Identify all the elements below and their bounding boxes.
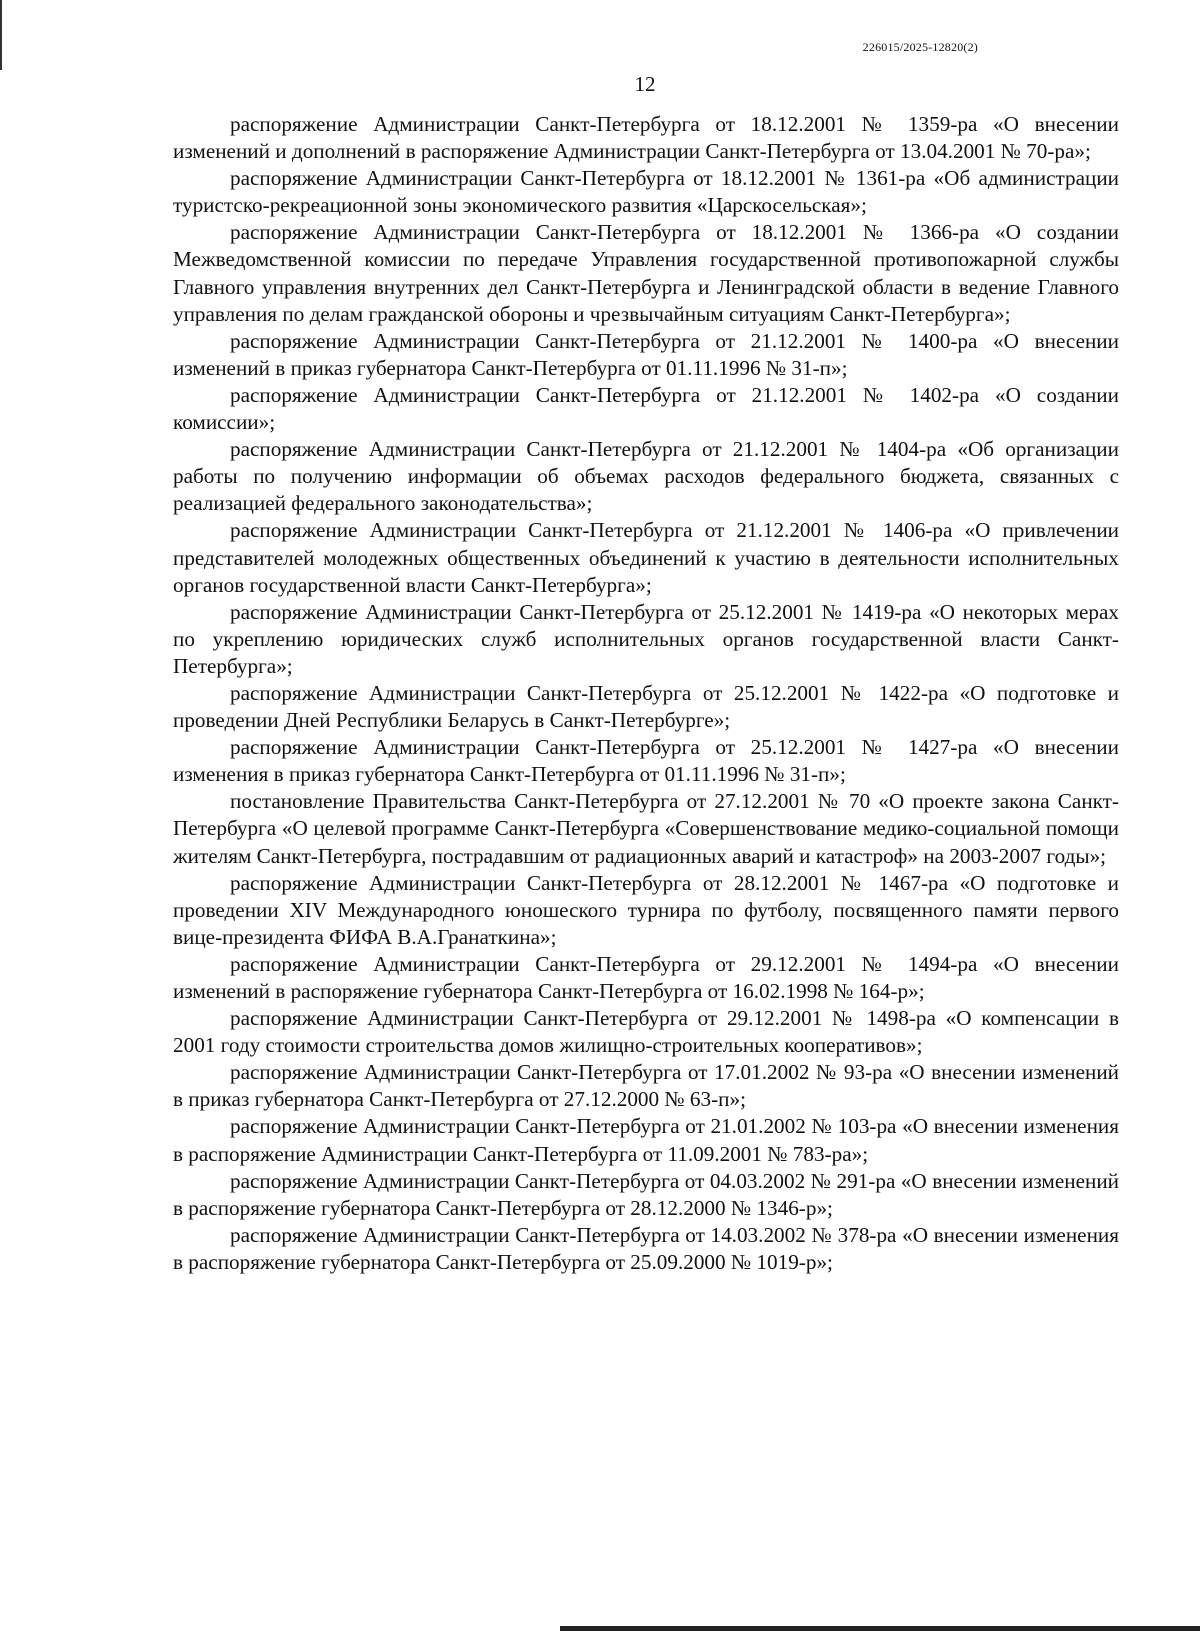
document-id: 226015/2025-12820(2) [862, 40, 978, 54]
list-item: распоряжение Администрации Санкт-Петербурга от 21.12.2001 № 1400-ра «О внесении изменений в приказ губернатора Санкт-Петербурга от 01.11.1996 № 31-п»; [173, 328, 1119, 380]
document-body [173, 111, 1119, 1276]
list-item: распоряжение Администрации Санкт-Петербурга от 18.12.2001 № 1366-ра «О создании Межведомственной комиссии по передаче Управления государственной противопожарной службы Главного управления внутренних дел Санкт-Петербурга и Ленинградской области в ведение Главного управления по делам гражданской обороны и чрезвычайным ситуациям Санкт-Петербурга»; [173, 220, 1119, 326]
list-item: распоряжение Администрации Санкт-Петербурга от 18.12.2001 № 1361-ра «Об администрации туристско-рекреационной зоны экономического развития «Царскосельская»; [173, 166, 1119, 218]
list-item: распоряжение Администрации Санкт-Петербурга от 14.03.2002 № 378-ра «О внесении изменения в распоряжение губернатора Санкт-Петербурга от 25.09.2000 № 1019-р»; [173, 1222, 1119, 1274]
page-number: 12 [634, 72, 656, 96]
scan-edge-mark [0, 0, 2, 70]
list-item: распоряжение Администрации Санкт-Петербурга от 29.12.2001 № 1498-ра «О компенсации в 2001 году стоимости строительства домов жилищно-строительных кооперативов»; [173, 1006, 1119, 1058]
list-item: распоряжение Администрации Санкт-Петербурга от 21.12.2001 № 1402-ра «О создании комиссии»; [173, 382, 1119, 435]
list-item: распоряжение Администрации Санкт-Петербурга от 21.01.2002 № 103-ра «О внесении изменения в распоряжение Администрации Санкт-Петербурга от 11.09.2001 № 783-ра»; [173, 1114, 1119, 1166]
list-item: распоряжение Администрации Санкт-Петербурга от 21.12.2001 № 1404-ра «Об организации работы по получению информации об объемах расходов федерального бюджета, связанных с реализацией федерального законодательства»; [173, 437, 1119, 516]
list-item: распоряжение Администрации Санкт-Петербурга от 25.12.2001 № 1422-ра «О подготовке и проведении Дней Республики Беларусь в Санкт-Петербурге»; [173, 680, 1119, 733]
list-item: распоряжение Администрации Санкт-Петербурга от 17.01.2002 № 93-ра «О внесении изменений в приказ губернатора Санкт-Петербурга от 27.12.2000 № 63-п»; [173, 1060, 1119, 1112]
list-item: распоряжение Администрации Санкт-Петербурга от 04.03.2002 № 291-ра «О внесении изменений в распоряжение губернатора Санкт-Петербурга от 28.12.2000 № 1346-р»; [173, 1168, 1119, 1220]
list-item: распоряжение Администрации Санкт-Петербурга от 18.12.2001 № 1359-ра «О внесении изменений и дополнений в распоряжение Администрации Санкт-Петербурга от 13.04.2001 № 70-ра»; [173, 112, 1119, 164]
list-item: распоряжение Администрации Санкт-Петербурга от 28.12.2001 № 1467-ра «О подготовке и проведении XIV Международного юношеского турнира по футболу, посвященного памяти первого вице-президента ФИФА В.А.Гранаткина»; [173, 870, 1119, 949]
list-item: постановление Правительства Санкт-Петербурга от 27.12.2001 № 70 «О проекте закона Санкт-Петербурга «О целевой программе Санкт-Петербурга «Совершенствование медико-социальной помощи жителям Санкт-Петербурга, пострадавшим от радиационных аварий и катастроф» на 2003-2007 годы»; [173, 789, 1119, 868]
list-item: распоряжение Администрации Санкт-Петербурга от 29.12.2001 № 1494-ра «О внесении изменений в распоряжение губернатора Санкт-Петербурга от 16.02.1998 № 164-р»; [173, 951, 1119, 1003]
list-item: распоряжение Администрации Санкт-Петербурга от 21.12.2001 № 1406-ра «О привлечении представителей молодежных общественных объединений к участию в деятельности исполнительных органов государственной власти Санкт-Петербурга»; [173, 518, 1119, 597]
list-item: распоряжение Администрации Санкт-Петербурга от 25.12.2001 № 1427-ра «О внесении изменения в приказ губернатора Санкт-Петербурга от 01.11.1996 № 31-п»; [173, 735, 1119, 787]
scan-bottom-edge [560, 1626, 1200, 1631]
list-item: распоряжение Администрации Санкт-Петербурга от 25.12.2001 № 1419-ра «О некоторых мерах по укреплению юридических служб исполнительных органов государственной власти Санкт-Петербурга»; [173, 599, 1119, 678]
